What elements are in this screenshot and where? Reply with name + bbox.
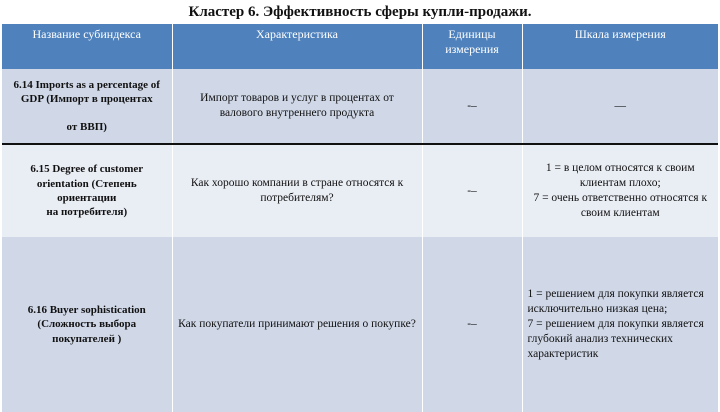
subindex-table xyxy=(2,24,718,412)
cell-units: -– xyxy=(422,69,522,144)
header-units: Единицы измерения xyxy=(422,24,522,69)
cell-characteristic: Как покупатели принимают решения о покупке? xyxy=(172,237,422,412)
subindex-name-ru: от ВВП) xyxy=(66,121,107,134)
cell-characteristic: Импорт товаров и услуг в процентах от валового внутреннего продукта xyxy=(172,69,422,144)
cell-name xyxy=(2,237,172,412)
cell-scale xyxy=(522,69,718,144)
cell-units: -– xyxy=(422,237,522,412)
table-header-row xyxy=(2,24,718,69)
scale-line: 7 = очень ответственно относятся к своим клиентам xyxy=(533,192,708,219)
header-name: Название субиндекса xyxy=(2,24,172,69)
subindex-name-ru: (Сложность выбора покупателей ) xyxy=(37,318,137,345)
table-row xyxy=(2,237,718,412)
subindex-code: 6.16 Buyer sophistication xyxy=(27,304,146,317)
scale-line: 1 = в целом относятся к своим клиентам плохо; xyxy=(545,162,695,190)
page-title: Кластер 6. Эффективность сферы купли-продажи. xyxy=(188,4,532,20)
cell-characteristic: Как хорошо компании в стране относятся к потребителям? xyxy=(172,144,422,237)
header-scale: Шкала измерения xyxy=(522,24,718,69)
cell-scale xyxy=(522,237,718,412)
subindex-code: 6.14 Imports as a percentage of GDP (Импорт в процентах xyxy=(13,78,160,105)
cell-units: -– xyxy=(422,144,522,237)
cell-name xyxy=(2,144,172,237)
subindex-name-ru: на потребителя) xyxy=(46,206,128,219)
cell-scale xyxy=(522,144,718,237)
scale-line: — xyxy=(614,99,626,112)
table-row xyxy=(2,144,718,237)
table-row xyxy=(2,69,718,144)
cell-name xyxy=(2,69,172,144)
subindex-code: 6.15 Degree of customer orientation (Степень ориентации xyxy=(30,163,144,204)
header-characteristic: Характеристика xyxy=(172,24,422,69)
scale-line: 1 = решением для покупки является исключительно низкая цена; xyxy=(527,288,704,316)
scale-line: 7 = решением для покупки является глубокий анализ технических характеристик xyxy=(527,318,704,360)
